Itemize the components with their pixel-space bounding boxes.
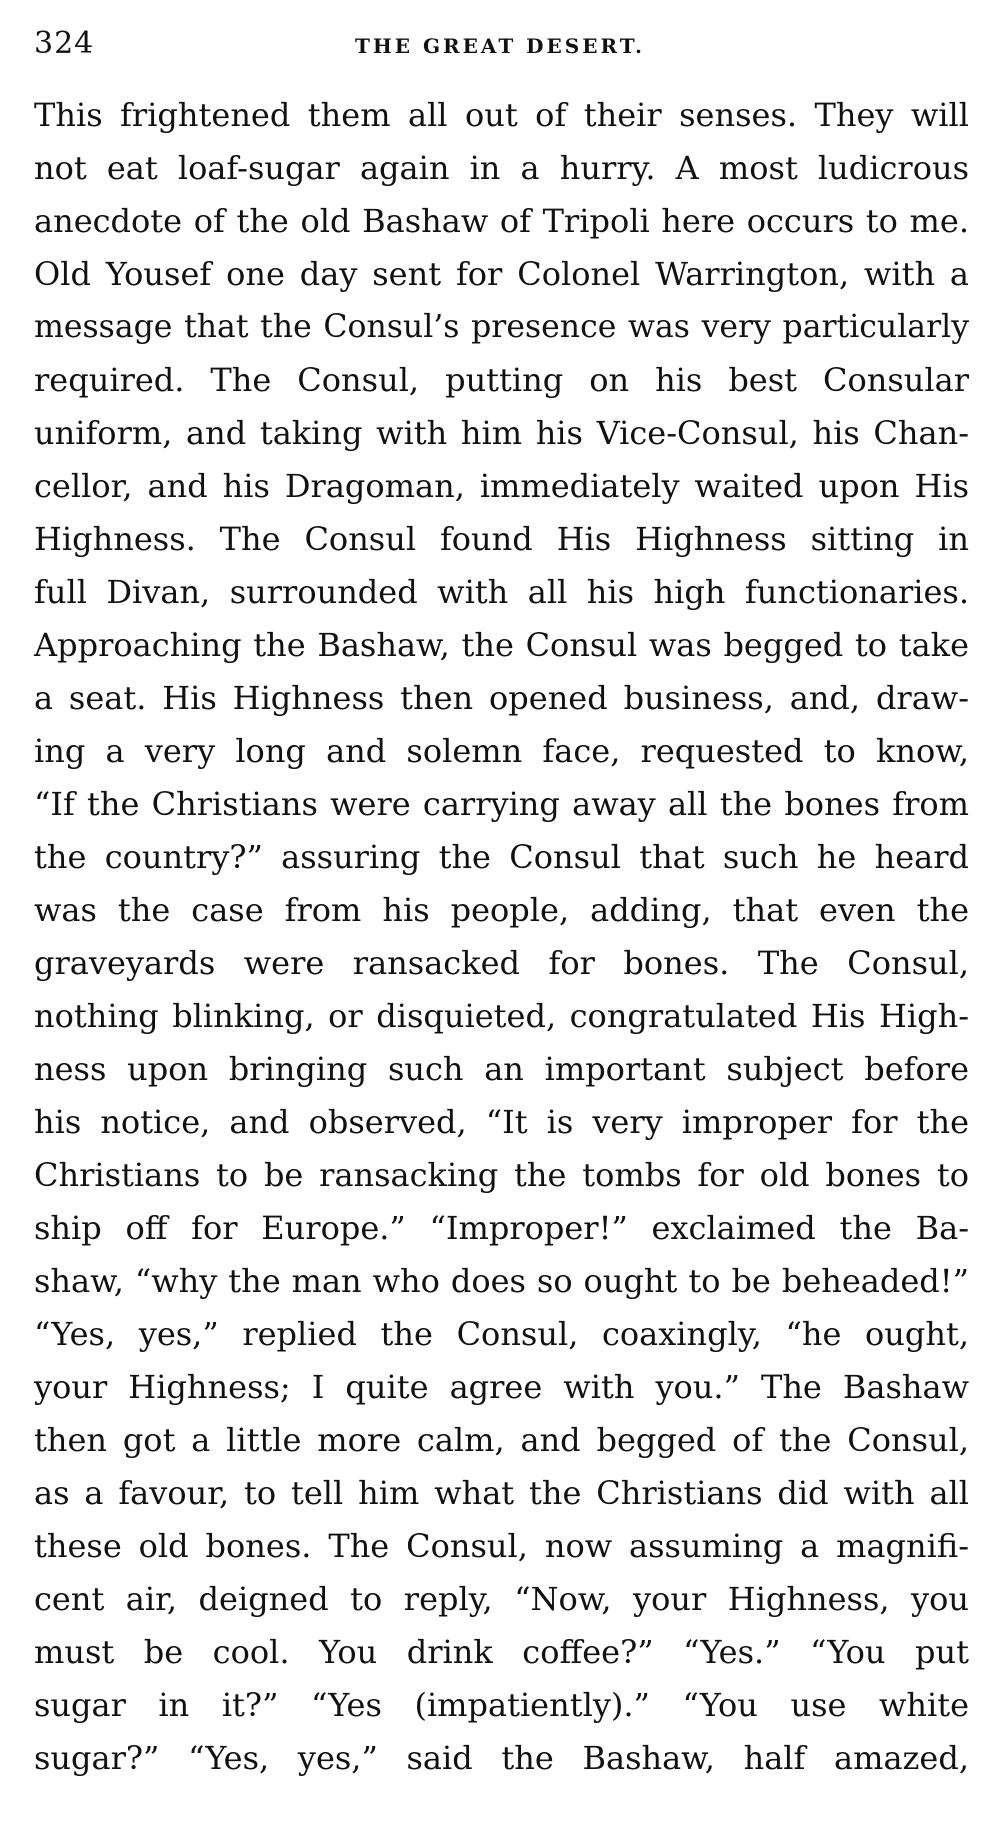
text-line: was the case from his people, adding, that even the <box>34 891 969 929</box>
text-line: “If the Christians were carrying away all the bones from <box>34 785 969 823</box>
text-line: a seat. His Highness then opened business, and, draw- <box>34 679 969 717</box>
text-line: message that the Consul’s presence was very particularly <box>34 309 969 345</box>
text-line: sugar in it?” “Yes (impatiently).” “You use white <box>34 1686 969 1724</box>
text-line: ing a very long and solemn face, requested to know, <box>34 732 969 770</box>
text-line: “Yes, yes,” replied the Consul, coaxingly, “he ought, <box>34 1315 969 1353</box>
page-number: 324 <box>34 26 95 61</box>
text-line: Old Yousef one day sent for Colonel Warrington, with a <box>34 255 969 293</box>
text-line: uniform, and taking with him his Vice-Consul, his Chan- <box>34 414 969 452</box>
body-text <box>34 89 969 1785</box>
running-head: THE GREAT DESERT. <box>354 34 645 58</box>
text-line: his notice, and observed, “It is very improper for the <box>34 1103 969 1141</box>
text-line: these old bones. The Consul, now assuming a magnifi- <box>34 1527 969 1565</box>
text-line: ness upon bringing such an important subject before <box>34 1050 969 1088</box>
text-line: Highness. The Consul found His Highness sitting in <box>34 520 969 558</box>
text-line: nothing blinking, or disquieted, congratulated His High- <box>34 997 969 1035</box>
text-line: cellor, and his Dragoman, immediately waited upon His <box>34 467 969 505</box>
text-line: This frightened them all out of their senses. They will <box>34 96 969 134</box>
text-line: anecdote of the old Bashaw of Tripoli here occurs to me. <box>34 202 969 240</box>
text-line: full Divan, surrounded with all his high functionaries. <box>34 573 969 611</box>
text-line: Approaching the Bashaw, the Consul was begged to take <box>34 626 969 664</box>
text-line: shaw, “why the man who does so ought to be beheaded!” <box>34 1262 969 1300</box>
text-line: the country?” assuring the Consul that such he heard <box>34 838 969 876</box>
text-line: required. The Consul, putting on his best Consular <box>34 361 969 399</box>
text-line: Christians to be ransacking the tombs for old bones to <box>34 1156 969 1194</box>
text-line: graveyards were ransacked for bones. The Consul, <box>34 944 969 982</box>
text-line: then got a little more calm, and begged of the Consul, <box>34 1421 969 1459</box>
text-line: ship off for Europe.” “Improper!” exclaimed the Ba- <box>34 1209 969 1247</box>
text-line: your Highness; I quite agree with you.” The Bashaw <box>34 1368 969 1406</box>
text-line: not eat loaf-sugar again in a hurry. A most ludicrous <box>34 149 969 187</box>
text-line: cent air, deigned to reply, “Now, your Highness, you <box>34 1580 969 1618</box>
text-line: must be cool. You drink coffee?” “Yes.” “You put <box>34 1633 969 1671</box>
text-line: as a favour, to tell him what the Christians did with all <box>34 1474 969 1512</box>
text-line: sugar?” “Yes, yes,” said the Bashaw, half amazed, <box>34 1739 969 1777</box>
